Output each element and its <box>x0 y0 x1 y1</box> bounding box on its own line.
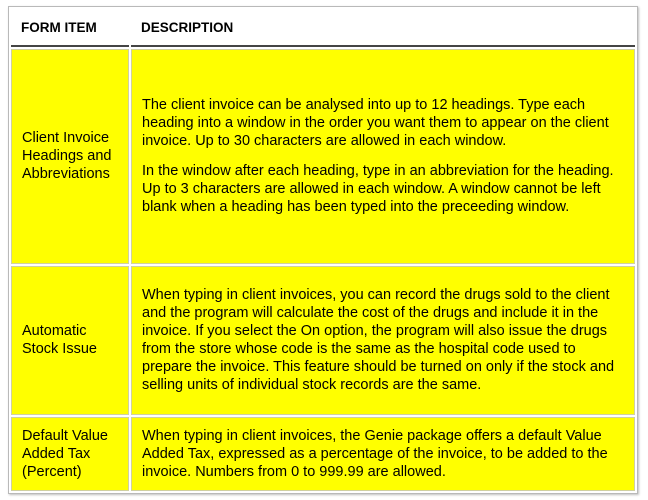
form-item-cell: Default Value Added Tax (Percent) <box>11 417 129 491</box>
description-paragraph: In the window after each heading, type in an abbreviation for the heading. Up to 3 characters are allowed in each window. A window cannot be left blank when a heading has been typed into the preceeding window. <box>142 163 614 216</box>
description-cell <box>131 266 635 415</box>
form-items-table <box>9 7 637 493</box>
form-item-cell: Automatic Stock Issue <box>11 266 129 415</box>
description-cell <box>131 417 635 491</box>
table-row <box>11 49 635 264</box>
table-row <box>11 417 635 491</box>
form-item-cell: Client Invoice Headings and Abbreviations <box>11 49 129 264</box>
header-form-item: FORM ITEM <box>11 9 129 47</box>
table-header-row <box>11 9 635 47</box>
description-paragraph: The client invoice can be analysed into up to 12 headings. Type each heading into a window in the order you want them to appear on the client invoice. Up to 30 characters are allowed in each window. <box>142 97 609 150</box>
form-items-table-container <box>8 6 638 494</box>
description-paragraph: When typing in client invoices, the Genie package offers a default Value Added Tax, expressed as a percentage of the invoice, to be added to the invoice. Numbers from 0 to 999.99 are allowed. <box>142 427 608 480</box>
description-paragraph: When typing in client invoices, you can record the drugs sold to the client and the program will calculate the cost of the drugs and include it in the invoice. If you select the On option, the program will also issue the drugs from the store whose code is the same as the hospital code used to prepare the invoice. This feature should be turned on only if the stock and selling units of individual stock records are the same. <box>142 287 615 394</box>
table-row <box>11 266 635 415</box>
header-description: DESCRIPTION <box>131 9 635 47</box>
description-cell <box>131 49 635 264</box>
